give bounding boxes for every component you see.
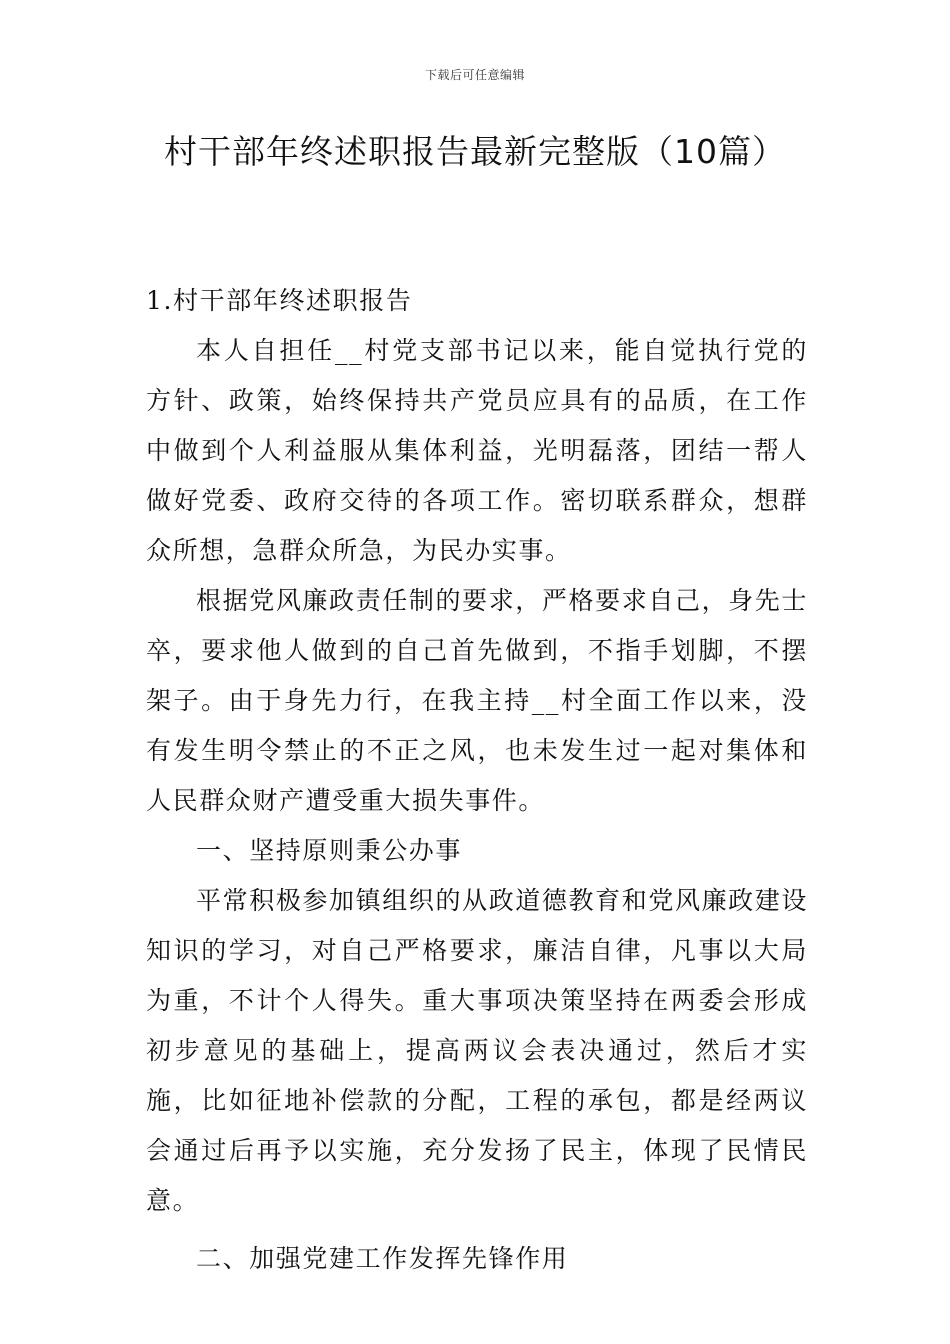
paragraph-3: 平常积极参加镇组织的从政道德教育和党风廉政建设知识的学习，对自己严格要求，廉洁自律，凡事以大局为重，不计个人得失。重大事项决策坚持在两委会形成初步意见的基础上，提高两议会表决通过，然后才实施，比如征地补偿款的分配，工程的承包，都是经两议会通过后再予以实施，充分发扬了民主，体现了民情民意。 — [146, 886, 808, 1215]
section-heading: 1.村干部年终述职报告 — [146, 286, 413, 315]
document-body — [146, 276, 808, 1284]
paragraph-1: 本人自担任__村党支部书记以来，能自觉执行党的方针、政策，始终保持共产党员应具有的品质，在工作中做到个人利益服从集体利益，光明磊落，团结一帮人做好党委、政府交待的各项工作。密切联系群众，想群众所想，急群众所急，为民办实事。 — [146, 336, 808, 565]
subheading-1: 一、坚持原则秉公办事 — [196, 836, 463, 865]
header-note: 下载后可任意编辑 — [424, 68, 525, 82]
subheading-2: 二、加强党建工作发挥先锋作用 — [196, 1244, 569, 1273]
paragraph-2: 根据党风廉政责任制的要求，严格要求自己，身先士卒，要求他人做到的自己首先做到，不指手划脚，不摆架子。由于身先力行，在我主持__村全面工作以来，没有发生明令禁止的不正之风，也未发生过一起对集体和人民群众财产遭受重大损失事件。 — [146, 586, 808, 815]
document-title: 村干部年终述职报告最新完整版（10篇） — [164, 132, 786, 171]
